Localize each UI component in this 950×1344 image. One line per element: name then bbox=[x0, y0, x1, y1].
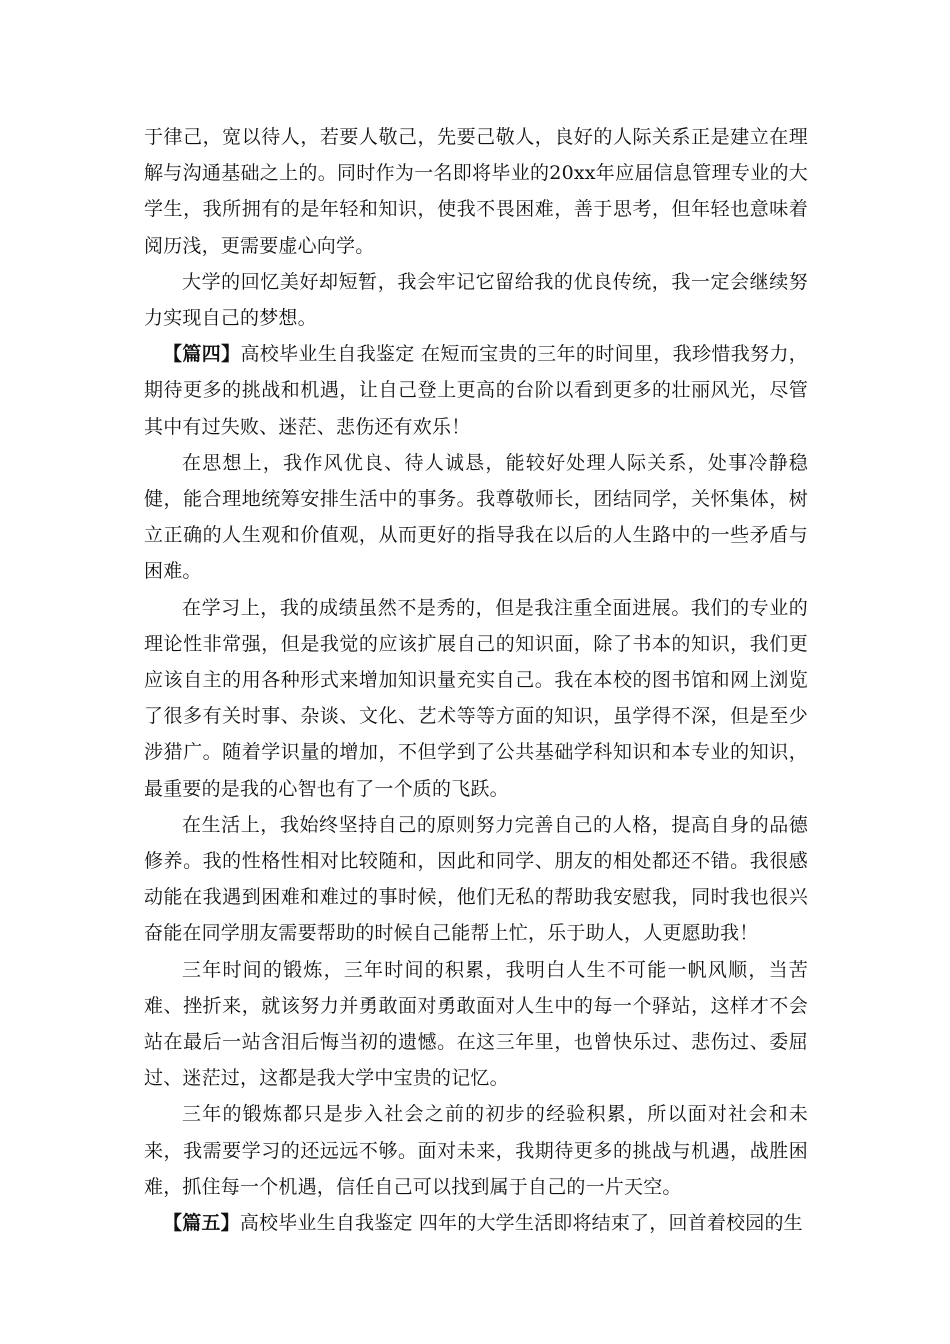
section-five-paragraph bbox=[144, 1205, 808, 1241]
paragraph-future: 三年的锻炼都只是步入社会之前的初步的经验积累，所以面对社会和未来，我需要学习的还远远不够。面对未来，我期待更多的挑战与机遇，战胜困难，抓住每一个机遇，信任自己可以找到属于自己的一片天空。 bbox=[144, 1103, 808, 1198]
document-body bbox=[144, 119, 808, 1241]
paragraph-thought: 在思想上，我作风优良、待人诚恳，能较好处理人际关系，处事冷静稳健，能合理地统筹安排生活中的事务。我尊敬师长，团结同学，关怀集体，树立正确的人生观和价值观，从而更好的指导我在以后的人生路中的一些矛盾与困难。 bbox=[144, 451, 808, 583]
paragraph-life: 在生活上，我始终坚持自己的原则努力完善自己的人格，提高自身的品德修养。我的性格性相对比较随和，因此和同学、朋友的相处都还不错。我很感动能在我遇到困难和难过的事时候，他们无私的帮助我安慰我，同时我也很兴奋能在同学朋友需要帮助的时候自己能帮上忙，乐于助人，人更愿助我！ bbox=[144, 813, 808, 945]
paragraph-training: 三年时间的锻炼，三年时间的积累，我明白人生不可能一帆风顺，当苦难、挫折来，就该努力并勇敢面对勇敢面对人生中的每一个驿站，这样才不会站在最后一站含泪后悔当初的遗憾。在这三年里，也曾快乐过、悲伤过、委屈过、迷茫过，这都是我大学中宝贵的记忆。 bbox=[144, 958, 808, 1090]
section-tag: 【篇五】 bbox=[163, 1212, 240, 1235]
section-text: 高校毕业生自我鉴定 在短而宝贵的三年的时间里，我珍惜我努力，期待更多的挑战和机遇，让自己登上更高的台阶以看到更多的壮丽风光，尽管其中有过失败、迷茫、悲伤还有欢乐！ bbox=[144, 343, 808, 438]
paragraph-study: 在学习上，我的成绩虽然不是秀的，但是我注重全面进展。我们的专业的理论性非常强，但是我觉的应该扩展自己的知识面，除了书本的知识，我们更应该自主的用各种形式来增加知识量充实自己。我在本校的图书馆和网上浏览了很多有关时事、杂谈、文化、艺术等等方面的知识，虽学得不深，但是至少涉猎广。随着学识量的增加，不但学到了公共基础学科知识和本专业的知识，最重要的是我的心智也有了一个质的飞跃。 bbox=[144, 596, 808, 800]
paragraph-memory: 大学的回忆美好却短暂，我会牢记它留给我的优良传统，我一定会继续努力实现自己的梦想。 bbox=[144, 270, 808, 330]
section-four-paragraph bbox=[144, 336, 808, 445]
paragraph-continuation: 于律己，宽以待人，若要人敬己，先要己敬人，良好的人际关系正是建立在理解与沟通基础之上的。同时作为一名即将毕业的20xx年应届信息管理专业的大学生，我所拥有的是年轻和知识，使我不畏困难，善于思考，但年轻也意味着阅历浅，更需要虚心向学。 bbox=[144, 126, 808, 257]
section-text: 高校毕业生自我鉴定 四年的大学生活即将结束了，回首着校园的生 bbox=[239, 1212, 803, 1235]
section-tag: 【篇四】 bbox=[163, 343, 241, 366]
